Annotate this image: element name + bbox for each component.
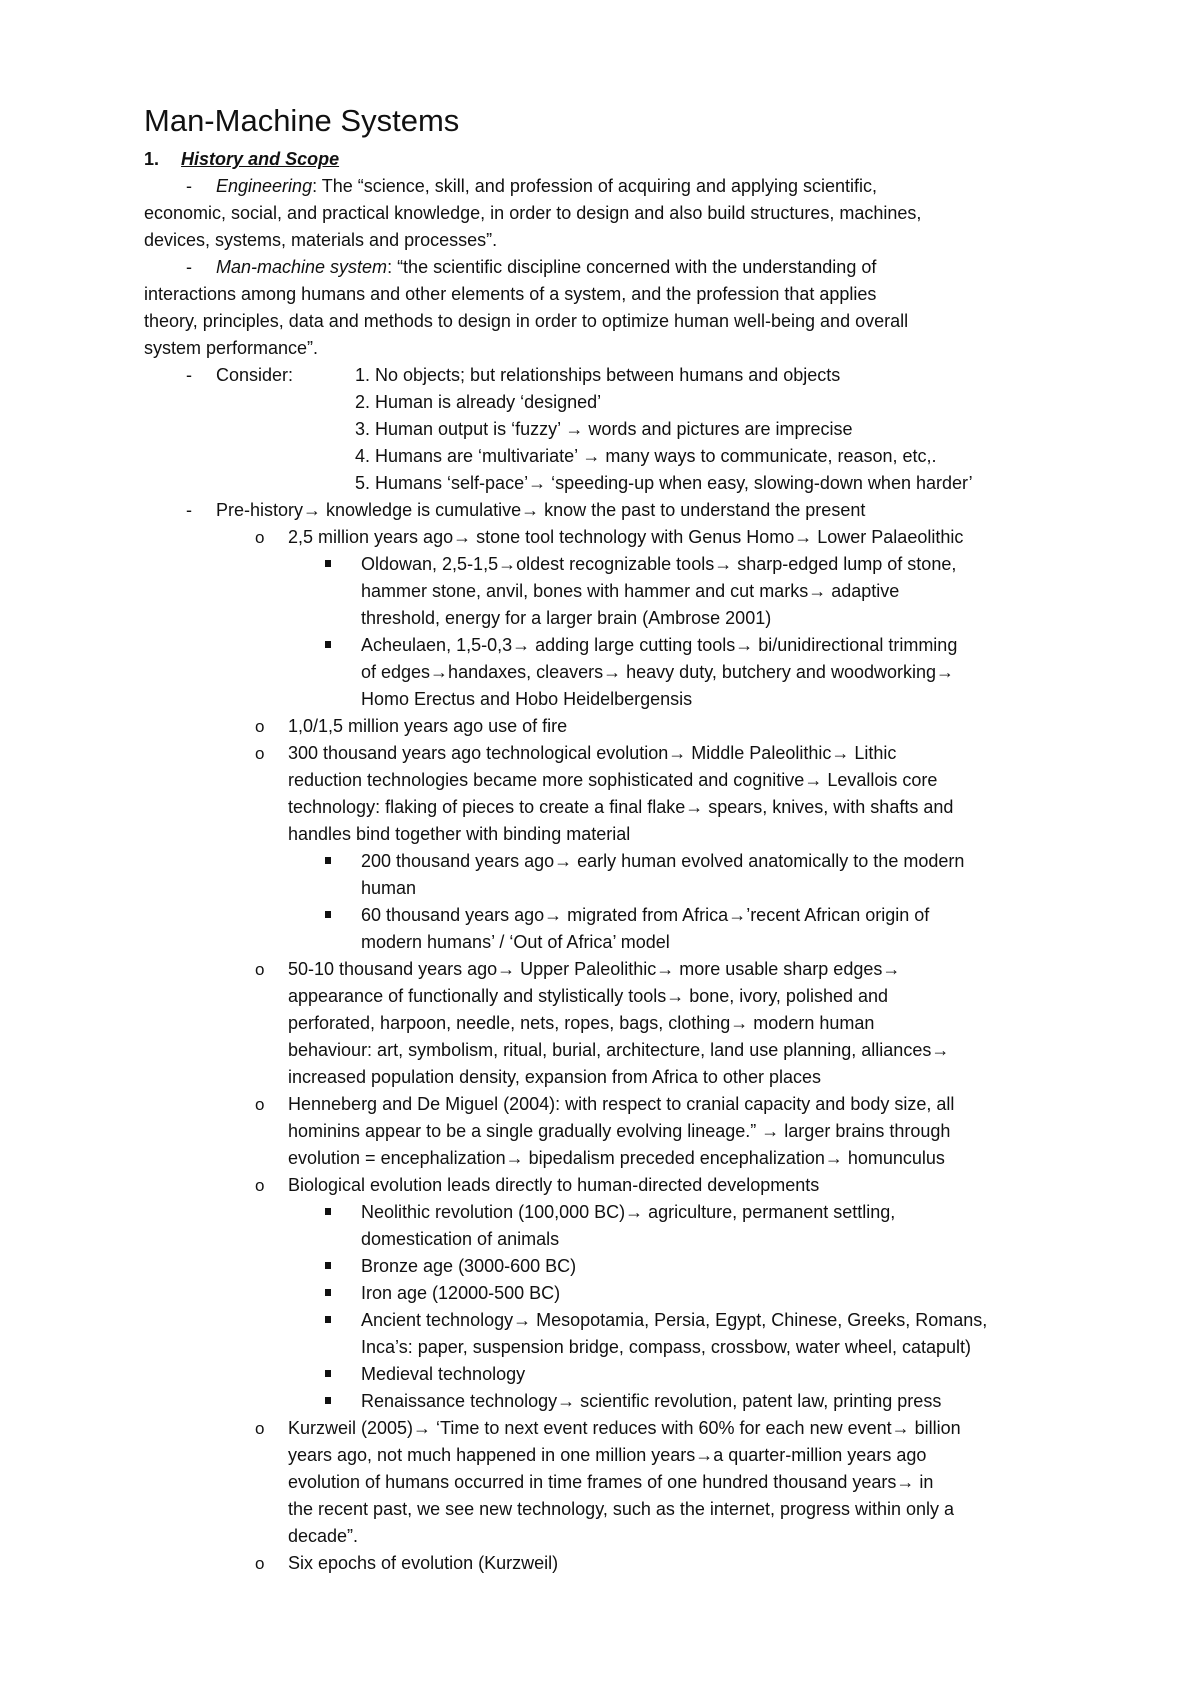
definition-text: : The “science, skill, and profession of acquiring and applying scientific, (312, 176, 878, 196)
list-item: 1,0/1,5 million years ago use of fire (288, 716, 568, 736)
section-title: History and Scope (181, 149, 340, 169)
paragraph-line (216, 254, 876, 281)
circle-bullet: o (255, 1095, 265, 1114)
section-heading (144, 146, 339, 173)
list-item: Oldowan, 2,5-1,5→oldest recognizable tools→ sharp-edged lump of stone, (361, 554, 957, 574)
list-item: the recent past, we see new technology, such as the internet, progress within only a (288, 1499, 955, 1519)
paragraph-line: system performance”. (144, 338, 319, 358)
circle-bullet: o (255, 744, 265, 763)
definition-text: : “the scientific discipline concerned with the understanding of (387, 257, 877, 277)
term-man-machine-system: Man-machine system (216, 257, 388, 277)
list-item: Six epochs of evolution (Kurzweil) (288, 1553, 559, 1573)
dash-bullet: - (186, 176, 192, 196)
list-item: 4. Humans are ‘multivariate’ → many ways to communicate, reason, etc,. (355, 446, 937, 466)
circle-bullet: o (255, 1176, 265, 1195)
circle-bullet: o (255, 1554, 265, 1573)
dash-bullet: - (186, 257, 192, 277)
list-item: appearance of functionally and stylistically tools→ bone, ivory, polished and (288, 986, 889, 1006)
list-item: increased population density, expansion from Africa to other places (288, 1067, 821, 1087)
list-item: Renaissance technology→ scientific revolution, patent law, printing press (361, 1391, 942, 1411)
circle-bullet: o (255, 1419, 265, 1438)
square-bullet (325, 1316, 331, 1323)
list-item: Kurzweil (2005)→ ‘Time to next event reduces with 60% for each new event→ billion (288, 1418, 961, 1438)
list-item: perforated, harpoon, needle, nets, ropes, bags, clothing→ modern human (288, 1013, 875, 1033)
list-item: 300 thousand years ago technological evolution→ Middle Paleolithic→ Lithic (288, 743, 897, 763)
dash-bullet: - (186, 500, 192, 520)
square-bullet (325, 1289, 331, 1296)
circle-bullet: o (255, 717, 265, 736)
paragraph-line: interactions among humans and other elements of a system, and the profession that applies (144, 284, 877, 304)
list-item: decade”. (288, 1526, 359, 1546)
list-item: handles bind together with binding material (288, 824, 631, 844)
paragraph-line: economic, social, and practical knowledge, in order to design and also build structures, machines, (144, 203, 922, 223)
paragraph-line: Pre-history→ knowledge is cumulative→ know the past to understand the present (216, 500, 866, 520)
list-item: 200 thousand years ago→ early human evolved anatomically to the modern (361, 851, 965, 871)
list-item: Medieval technology (361, 1364, 526, 1384)
list-item: 5. Humans ‘self-pace’→ ‘speeding-up when easy, slowing-down when harder’ (355, 473, 973, 493)
list-item: behaviour: art, symbolism, ritual, burial, architecture, land use planning, alliances→ (288, 1040, 950, 1060)
term-engineering: Engineering (216, 176, 313, 196)
list-item: Biological evolution leads directly to human-directed developments (288, 1175, 820, 1195)
list-item: human (361, 878, 417, 898)
list-item: of edges→handaxes, cleavers→ heavy duty, butchery and woodworking→ (361, 662, 954, 682)
list-item: 2. Human is already ‘designed’ (355, 392, 602, 412)
consider-label: Consider: (216, 365, 294, 385)
list-item: 50-10 thousand years ago→ Upper Paleolithic→ more usable sharp edges→ (288, 959, 901, 979)
list-item: 60 thousand years ago→ migrated from Africa→’recent African origin of (361, 905, 930, 925)
list-item: evolution = encephalization→ bipedalism preceded encephalization→ homunculus (288, 1148, 945, 1168)
square-bullet (325, 641, 331, 648)
square-bullet (325, 911, 331, 918)
list-item: Neolithic revolution (100,000 BC)→ agriculture, permanent settling, (361, 1202, 896, 1222)
list-item: Ancient technology→ Mesopotamia, Persia, Egypt, Chinese, Greeks, Romans, (361, 1310, 988, 1330)
square-bullet (325, 1370, 331, 1377)
square-bullet (325, 1262, 331, 1269)
list-item: Henneberg and De Miguel (2004): with respect to cranial capacity and body size, all (288, 1094, 955, 1114)
square-bullet (325, 1208, 331, 1215)
list-item: Acheulaen, 1,5-0,3→ adding large cutting tools→ bi/unidirectional trimming (361, 635, 958, 655)
list-item: 1. No objects; but relationships between humans and objects (355, 365, 841, 385)
list-item: technology: flaking of pieces to create a final flake→ spears, knives, with shafts and (288, 797, 954, 817)
list-item: domestication of animals (361, 1229, 560, 1249)
paragraph-line (216, 173, 877, 200)
paragraph-line: devices, systems, materials and processes”. (144, 230, 498, 250)
paragraph-line: theory, principles, data and methods to design in order to optimize human well-being and overall (144, 311, 909, 331)
list-item: years ago, not much happened in one million years→a quarter-million years ago (288, 1445, 927, 1465)
square-bullet (325, 1397, 331, 1404)
list-item: threshold, energy for a larger brain (Ambrose 2001) (361, 608, 772, 628)
list-item: Iron age (12000-500 BC) (361, 1283, 561, 1303)
circle-bullet: o (255, 528, 265, 547)
page-title: Man-Machine Systems (144, 103, 460, 138)
list-item: Homo Erectus and Hobo Heidelbergensis (361, 689, 693, 709)
list-item: 3. Human output is ‘fuzzy’ → words and pictures are imprecise (355, 419, 853, 439)
list-item: evolution of humans occurred in time frames of one hundred thousand years→ in (288, 1472, 934, 1492)
section-number: 1. (144, 149, 160, 169)
list-item: Bronze age (3000-600 BC) (361, 1256, 577, 1276)
list-item: Inca’s: paper, suspension bridge, compass, crossbow, water wheel, catapult) (361, 1337, 971, 1357)
list-item: hominins appear to be a single gradually evolving lineage.” → larger brains through (288, 1121, 951, 1141)
square-bullet (325, 857, 331, 864)
square-bullet (325, 560, 331, 567)
circle-bullet: o (255, 960, 265, 979)
list-item: reduction technologies became more sophisticated and cognitive→ Levallois core (288, 770, 938, 790)
list-item: modern humans’ / ‘Out of Africa’ model (361, 932, 670, 952)
list-item: 2,5 million years ago→ stone tool technology with Genus Homo→ Lower Palaeolithic (288, 527, 964, 547)
dash-bullet: - (186, 365, 192, 385)
list-item: hammer stone, anvil, bones with hammer and cut marks→ adaptive (361, 581, 900, 601)
